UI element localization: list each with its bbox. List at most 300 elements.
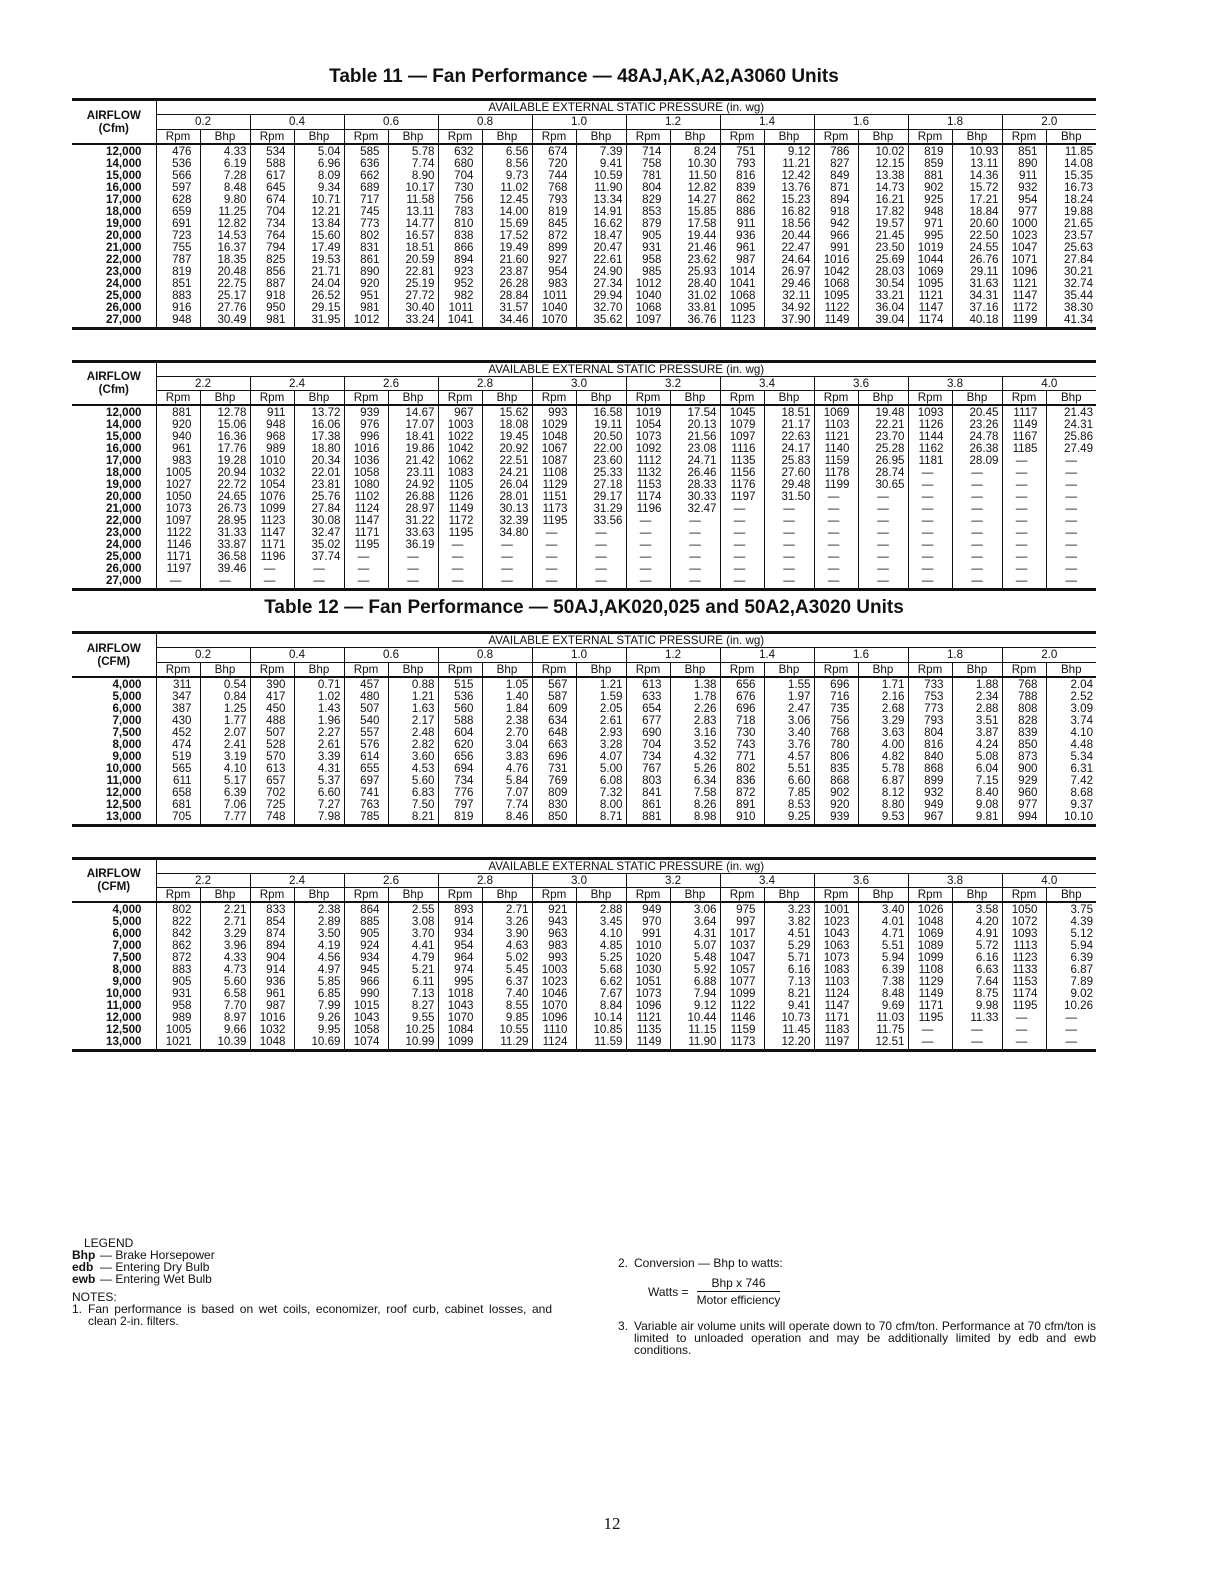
pressure-value: 2.8 bbox=[438, 376, 532, 391]
table-row bbox=[72, 940, 1096, 952]
bhp-value: 6.88 bbox=[670, 976, 720, 988]
bhp-value: 0.54 bbox=[200, 677, 250, 691]
bhp-value: — bbox=[482, 563, 532, 575]
rpm-value: 1023 bbox=[814, 916, 858, 928]
legend-column-right bbox=[618, 1257, 1096, 1356]
table-row bbox=[72, 1000, 1096, 1012]
bhp-value: 6.39 bbox=[200, 787, 250, 799]
rpm-value: 819 bbox=[438, 811, 482, 826]
bhp-value: 28.95 bbox=[200, 515, 250, 527]
rpm-value: — bbox=[908, 575, 952, 590]
bhp-value: 4.63 bbox=[482, 940, 532, 952]
rpm-value: 1050 bbox=[156, 491, 200, 503]
bhp-value: 16.62 bbox=[576, 218, 626, 230]
bhp-value: 3.74 bbox=[1046, 715, 1096, 727]
bhp-value: 5.29 bbox=[764, 940, 814, 952]
bhp-value: 24.90 bbox=[576, 266, 626, 278]
rpm-value: 929 bbox=[1002, 775, 1046, 787]
rpm-value: 1014 bbox=[720, 266, 764, 278]
rpm-value: 1196 bbox=[626, 503, 670, 515]
bhp-value: 20.92 bbox=[482, 443, 532, 455]
pressure-value: 3.4 bbox=[720, 873, 814, 888]
bhp-value: 7.98 bbox=[294, 811, 344, 826]
rpm-value: 1172 bbox=[1002, 302, 1046, 314]
legend-column-left bbox=[72, 1237, 552, 1327]
rpm-value: 767 bbox=[626, 763, 670, 775]
bhp-value: — bbox=[858, 503, 908, 515]
rpm-value: 734 bbox=[626, 751, 670, 763]
rpm-value: 390 bbox=[250, 677, 294, 691]
airflow-value: 7,500 bbox=[112, 952, 142, 964]
bhp-value: 6.87 bbox=[858, 775, 908, 787]
rpm-value: 859 bbox=[908, 158, 952, 170]
bhp-value: 7.15 bbox=[952, 775, 1002, 787]
rpm-value: 883 bbox=[156, 290, 200, 302]
rpm-value: 1135 bbox=[720, 455, 764, 467]
bhp-value: — bbox=[576, 551, 626, 563]
rpm-value: 793 bbox=[532, 194, 576, 206]
rpm-value: 717 bbox=[344, 194, 388, 206]
bhp-value: 9.66 bbox=[200, 1024, 250, 1036]
rpm-value: 744 bbox=[532, 170, 576, 182]
pressure-value: 1.0 bbox=[532, 648, 626, 663]
bhp-value: 9.80 bbox=[200, 194, 250, 206]
airflow-value: 22,000 bbox=[106, 515, 142, 527]
rpm-value: 1022 bbox=[438, 431, 482, 443]
bhp-value: — bbox=[670, 515, 720, 527]
airflow-value: 12,500 bbox=[106, 1024, 142, 1036]
note-1: 1. Fan performance is based on wet coils, economizer, roof curb, cabinet losses, and clean 2-in. filters. bbox=[72, 1302, 552, 1328]
rpm-value: 1099 bbox=[438, 1036, 482, 1051]
rpm-value: 1023 bbox=[532, 976, 576, 988]
rpm-value: 474 bbox=[156, 739, 200, 751]
bhp-value: 39.46 bbox=[200, 563, 250, 575]
airflow-value: 19,000 bbox=[106, 479, 142, 491]
bhp-value: 2.21 bbox=[200, 902, 250, 916]
bhp-value: 25.69 bbox=[858, 254, 908, 266]
rpm-value: 1037 bbox=[720, 940, 764, 952]
rpm-value: 987 bbox=[250, 1000, 294, 1012]
table-row bbox=[72, 575, 1096, 590]
airflow-header: AIRFLOW (Cfm) bbox=[72, 361, 156, 405]
rpm-value: 597 bbox=[156, 182, 200, 194]
airflow-value: 7,000 bbox=[112, 940, 142, 952]
rpm-value: 780 bbox=[814, 739, 858, 751]
rpm-value: 845 bbox=[532, 218, 576, 230]
rpm-value: 648 bbox=[532, 727, 576, 739]
bhp-value: 19.28 bbox=[200, 455, 250, 467]
bhp-value: — bbox=[388, 551, 438, 563]
bhp-value: — bbox=[1046, 1036, 1096, 1051]
bhp-value: 18.84 bbox=[952, 206, 1002, 218]
bhp-column-header: Bhp bbox=[388, 888, 438, 903]
rpm-value: 788 bbox=[1002, 691, 1046, 703]
bhp-value: — bbox=[952, 1024, 1002, 1036]
rpm-value: 645 bbox=[250, 182, 294, 194]
bhp-value: 6.58 bbox=[200, 988, 250, 1000]
pressure-value: 2.8 bbox=[438, 873, 532, 888]
bhp-value: 4.51 bbox=[764, 928, 814, 940]
bhp-column-header: Bhp bbox=[764, 662, 814, 677]
bhp-value: — bbox=[952, 539, 1002, 551]
rpm-value: 954 bbox=[1002, 194, 1046, 206]
rpm-value: 910 bbox=[720, 811, 764, 826]
bhp-value: 24.65 bbox=[200, 491, 250, 503]
airflow-value: 16,000 bbox=[106, 181, 142, 194]
table-row bbox=[72, 677, 1096, 691]
bhp-value: 5.94 bbox=[1046, 940, 1096, 952]
bhp-value: 5.21 bbox=[388, 964, 438, 976]
bhp-value: 3.63 bbox=[858, 727, 908, 739]
rpm-column-header: Rpm bbox=[908, 391, 952, 406]
bhp-value: 7.94 bbox=[670, 988, 720, 1000]
bhp-value: 2.55 bbox=[388, 902, 438, 916]
rpm-value: — bbox=[908, 1036, 952, 1051]
bhp-value: 11.59 bbox=[576, 1036, 626, 1051]
table-row bbox=[72, 314, 1096, 329]
bhp-value: 11.21 bbox=[764, 158, 814, 170]
airflow-value: 10,000 bbox=[106, 762, 142, 775]
bhp-value: 32.39 bbox=[482, 515, 532, 527]
bhp-value: 20.13 bbox=[670, 419, 720, 431]
rpm-value: — bbox=[626, 515, 670, 527]
bhp-column-header: Bhp bbox=[858, 662, 908, 677]
bhp-value: 8.55 bbox=[482, 1000, 532, 1012]
fan-performance-table bbox=[72, 98, 1096, 330]
rpm-value: 1172 bbox=[438, 515, 482, 527]
rpm-value: — bbox=[814, 527, 858, 539]
rpm-value: 976 bbox=[344, 419, 388, 431]
bhp-value: 22.63 bbox=[764, 431, 814, 443]
rpm-value: 894 bbox=[250, 940, 294, 952]
rpm-value: — bbox=[908, 503, 952, 515]
bhp-value: 8.09 bbox=[294, 170, 344, 182]
table-row bbox=[72, 976, 1096, 988]
rpm-value: 1171 bbox=[814, 1012, 858, 1024]
rpm-value: 763 bbox=[344, 799, 388, 811]
rpm-value: — bbox=[720, 539, 764, 551]
rpm-value: 1050 bbox=[1002, 902, 1046, 916]
rpm-value: 540 bbox=[344, 715, 388, 727]
bhp-value: 19.48 bbox=[858, 405, 908, 419]
airflow-value: 23,000 bbox=[106, 265, 142, 278]
bhp-value: 23.60 bbox=[576, 455, 626, 467]
bhp-value: 2.27 bbox=[294, 727, 344, 739]
bhp-value: 11.45 bbox=[764, 1024, 814, 1036]
bhp-value: 1.25 bbox=[200, 703, 250, 715]
bhp-value: 9.37 bbox=[1046, 799, 1096, 811]
bhp-value: 9.02 bbox=[1046, 988, 1096, 1000]
bhp-value: 4.41 bbox=[388, 940, 438, 952]
rpm-value: 974 bbox=[438, 964, 482, 976]
rpm-column-header: Rpm bbox=[156, 129, 200, 144]
bhp-value: 2.93 bbox=[576, 727, 626, 739]
bhp-value: 4.10 bbox=[576, 928, 626, 940]
rpm-value: 1195 bbox=[1002, 1000, 1046, 1012]
bhp-value: 20.50 bbox=[576, 431, 626, 443]
rpm-value: 1069 bbox=[908, 928, 952, 940]
rpm-value: 830 bbox=[532, 799, 576, 811]
table-row bbox=[72, 1012, 1096, 1024]
rpm-value: 457 bbox=[344, 677, 388, 691]
rpm-value: 613 bbox=[626, 677, 670, 691]
bhp-value: 4.19 bbox=[294, 940, 344, 952]
rpm-value: 452 bbox=[156, 727, 200, 739]
bhp-value: 9.73 bbox=[482, 170, 532, 182]
bhp-value: 1.63 bbox=[388, 703, 438, 715]
rpm-value: 981 bbox=[250, 314, 294, 329]
bhp-value: 38.30 bbox=[1046, 302, 1096, 314]
rpm-column-header: Rpm bbox=[908, 662, 952, 677]
bhp-value: 3.45 bbox=[576, 916, 626, 928]
bhp-value: 8.46 bbox=[482, 811, 532, 826]
bhp-value: 20.47 bbox=[576, 242, 626, 254]
bhp-value: 9.69 bbox=[858, 1000, 908, 1012]
bhp-value: 7.77 bbox=[200, 811, 250, 826]
rpm-value: 1162 bbox=[908, 443, 952, 455]
rpm-value: 1124 bbox=[532, 1036, 576, 1051]
bhp-value: 36.04 bbox=[858, 302, 908, 314]
bhp-value: 4.33 bbox=[200, 144, 250, 158]
rpm-value: 566 bbox=[156, 170, 200, 182]
bhp-value: 28.40 bbox=[670, 278, 720, 290]
rpm-value: 755 bbox=[156, 242, 200, 254]
rpm-column-header: Rpm bbox=[156, 391, 200, 406]
rpm-value: 1069 bbox=[814, 405, 858, 419]
rpm-value: 476 bbox=[156, 144, 200, 158]
rpm-value: 733 bbox=[908, 677, 952, 691]
table-row bbox=[72, 455, 1096, 467]
bhp-value: 21.56 bbox=[670, 431, 720, 443]
bhp-value: 8.71 bbox=[576, 811, 626, 826]
bhp-value: — bbox=[1046, 503, 1096, 515]
rpm-value: 705 bbox=[156, 811, 200, 826]
rpm-column-header: Rpm bbox=[720, 129, 764, 144]
bhp-value: — bbox=[952, 551, 1002, 563]
rpm-value: 804 bbox=[626, 182, 670, 194]
pressure-value: 0.8 bbox=[438, 115, 532, 130]
table-row bbox=[72, 928, 1096, 940]
bhp-value: 3.90 bbox=[482, 928, 532, 940]
bhp-value: 17.54 bbox=[670, 405, 720, 419]
rpm-value: — bbox=[1002, 515, 1046, 527]
bhp-value: 6.39 bbox=[858, 964, 908, 976]
rpm-value: 958 bbox=[626, 254, 670, 266]
bhp-value: 20.34 bbox=[294, 455, 344, 467]
rpm-value: 1032 bbox=[250, 1024, 294, 1036]
rpm-value: 939 bbox=[344, 405, 388, 419]
bhp-value: 1.71 bbox=[858, 677, 908, 691]
table-row bbox=[72, 419, 1096, 431]
rpm-value: 430 bbox=[156, 715, 200, 727]
bhp-value: 3.64 bbox=[670, 916, 720, 928]
rpm-value: 948 bbox=[908, 206, 952, 218]
rpm-value: 1126 bbox=[438, 491, 482, 503]
rpm-value: 902 bbox=[908, 182, 952, 194]
bhp-value: 2.05 bbox=[576, 703, 626, 715]
bhp-column-header: Bhp bbox=[764, 129, 814, 144]
rpm-value: 1174 bbox=[1002, 988, 1046, 1000]
table-row bbox=[72, 739, 1096, 751]
bhp-value: 7.13 bbox=[764, 976, 814, 988]
bhp-value: 20.45 bbox=[952, 405, 1002, 419]
rpm-value: — bbox=[626, 527, 670, 539]
bhp-value: 12.15 bbox=[858, 158, 908, 170]
bhp-value: 40.18 bbox=[952, 314, 1002, 329]
bhp-value: 20.60 bbox=[952, 218, 1002, 230]
bhp-value: 6.31 bbox=[1046, 763, 1096, 775]
bhp-value: 24.78 bbox=[952, 431, 1002, 443]
table-row bbox=[72, 799, 1096, 811]
bhp-value: 17.52 bbox=[482, 230, 532, 242]
airflow-value: 15,000 bbox=[106, 431, 142, 443]
rpm-value: 1071 bbox=[1002, 254, 1046, 266]
rpm-value: 881 bbox=[626, 811, 670, 826]
bhp-value: 13.84 bbox=[294, 218, 344, 230]
bhp-value: 1.40 bbox=[482, 691, 532, 703]
bhp-value: 34.31 bbox=[952, 290, 1002, 302]
table-row bbox=[72, 715, 1096, 727]
rpm-value: 1036 bbox=[344, 455, 388, 467]
rpm-value: 1027 bbox=[156, 479, 200, 491]
rpm-value: 833 bbox=[250, 902, 294, 916]
rpm-value: 1016 bbox=[344, 443, 388, 455]
rpm-value: 704 bbox=[626, 739, 670, 751]
bhp-value: 5.60 bbox=[388, 775, 438, 787]
rpm-column-header: Rpm bbox=[908, 888, 952, 903]
rpm-value: 731 bbox=[532, 763, 576, 775]
bhp-value: 33.81 bbox=[670, 302, 720, 314]
pressure-value: 0.4 bbox=[250, 648, 344, 663]
bhp-value: 6.19 bbox=[200, 158, 250, 170]
pressure-value: 2.6 bbox=[344, 873, 438, 888]
rpm-value: 634 bbox=[532, 715, 576, 727]
rpm-value: 1153 bbox=[1002, 976, 1046, 988]
pressure-value: 3.6 bbox=[814, 376, 908, 391]
table-11-title: Table 11 — Fan Performance — 48AJ,AK,A2,A3060 Units bbox=[329, 66, 839, 87]
rpm-value: 663 bbox=[532, 739, 576, 751]
rpm-value: 674 bbox=[532, 144, 576, 158]
rpm-value: 1018 bbox=[438, 988, 482, 1000]
rpm-value: 1010 bbox=[250, 455, 294, 467]
bhp-column-header: Bhp bbox=[294, 662, 344, 677]
bhp-value: 12.82 bbox=[670, 182, 720, 194]
bhp-value: 4.48 bbox=[1046, 739, 1096, 751]
rpm-value: — bbox=[1002, 503, 1046, 515]
bhp-value: 3.76 bbox=[764, 739, 814, 751]
rpm-value: 839 bbox=[1002, 727, 1046, 739]
rpm-value: — bbox=[814, 563, 858, 575]
bhp-value: 30.13 bbox=[482, 503, 532, 515]
bhp-value: 17.21 bbox=[952, 194, 1002, 206]
airflow-value: 11,000 bbox=[106, 1000, 142, 1012]
rpm-value: — bbox=[908, 491, 952, 503]
rpm-value: 927 bbox=[532, 254, 576, 266]
rpm-value: 883 bbox=[156, 964, 200, 976]
bhp-value: 9.08 bbox=[952, 799, 1002, 811]
airflow-value: 6,000 bbox=[112, 702, 142, 715]
bhp-value: 5.48 bbox=[670, 952, 720, 964]
bhp-value: 27.76 bbox=[200, 302, 250, 314]
bhp-value: 34.80 bbox=[482, 527, 532, 539]
bhp-value: 11.90 bbox=[576, 182, 626, 194]
rpm-value: 1021 bbox=[156, 1036, 200, 1051]
bhp-value: 15.06 bbox=[200, 419, 250, 431]
rpm-value: 1167 bbox=[1002, 431, 1046, 443]
airflow-header: AIRFLOW (Cfm) bbox=[72, 100, 156, 144]
table-row bbox=[72, 727, 1096, 739]
bhp-value: 35.02 bbox=[294, 539, 344, 551]
rpm-value: 1019 bbox=[626, 405, 670, 419]
rpm-value: 1041 bbox=[438, 314, 482, 329]
bhp-value: 16.06 bbox=[294, 419, 344, 431]
bhp-value: 41.34 bbox=[1046, 314, 1096, 329]
bhp-value: — bbox=[388, 563, 438, 575]
rpm-value: 507 bbox=[250, 727, 294, 739]
bhp-value: 2.68 bbox=[858, 703, 908, 715]
airflow-value: 20,000 bbox=[106, 491, 142, 503]
bhp-value: 34.46 bbox=[482, 314, 532, 329]
pressure-value: 1.4 bbox=[720, 115, 814, 130]
bhp-value: 14.00 bbox=[482, 206, 532, 218]
bhp-column-header: Bhp bbox=[482, 662, 532, 677]
bhp-value: 8.84 bbox=[576, 1000, 626, 1012]
bhp-value: 3.26 bbox=[482, 916, 532, 928]
bhp-value: 26.76 bbox=[952, 254, 1002, 266]
rpm-value: 1069 bbox=[908, 266, 952, 278]
rpm-value: 1149 bbox=[438, 503, 482, 515]
airflow-value: 8,000 bbox=[112, 738, 142, 751]
bhp-value: 8.90 bbox=[388, 170, 438, 182]
pressure-header: AVAILABLE EXTERNAL STATIC PRESSURE (in. wg) bbox=[156, 361, 1096, 376]
bhp-value: 14.36 bbox=[952, 170, 1002, 182]
rpm-value: 871 bbox=[814, 182, 858, 194]
rpm-value: 1003 bbox=[438, 419, 482, 431]
bhp-value: 5.45 bbox=[482, 964, 532, 976]
airflow-value: 17,000 bbox=[106, 455, 142, 467]
rpm-value: 1196 bbox=[250, 551, 294, 563]
rpm-value: 831 bbox=[344, 242, 388, 254]
bhp-value: 10.59 bbox=[576, 170, 626, 182]
rpm-value: 1113 bbox=[1002, 940, 1046, 952]
rpm-value: 1197 bbox=[156, 563, 200, 575]
bhp-value: 27.72 bbox=[388, 290, 438, 302]
rpm-value: — bbox=[908, 563, 952, 575]
bhp-value: 9.34 bbox=[294, 182, 344, 194]
rpm-value: 1019 bbox=[908, 242, 952, 254]
bhp-value: 30.54 bbox=[858, 278, 908, 290]
bhp-value: 2.71 bbox=[200, 916, 250, 928]
rpm-value: 1040 bbox=[532, 302, 576, 314]
rpm-value: 825 bbox=[250, 254, 294, 266]
bhp-value: 4.10 bbox=[1046, 727, 1096, 739]
rpm-value: 628 bbox=[156, 194, 200, 206]
fan-performance-table bbox=[72, 631, 1096, 827]
airflow-value: 5,000 bbox=[112, 690, 142, 703]
rpm-value: 1003 bbox=[532, 964, 576, 976]
rpm-value: 633 bbox=[626, 691, 670, 703]
bhp-value: 9.41 bbox=[764, 1000, 814, 1012]
page-number: 12 bbox=[603, 1514, 621, 1533]
airflow-value: 12,000 bbox=[106, 1012, 142, 1024]
bhp-value: 12.51 bbox=[858, 1036, 908, 1051]
table-row bbox=[72, 194, 1096, 206]
rpm-value: 911 bbox=[1002, 170, 1046, 182]
bhp-value: 8.12 bbox=[858, 787, 908, 799]
bhp-column-header: Bhp bbox=[670, 888, 720, 903]
rpm-value: 993 bbox=[532, 952, 576, 964]
bhp-value: 3.87 bbox=[952, 727, 1002, 739]
